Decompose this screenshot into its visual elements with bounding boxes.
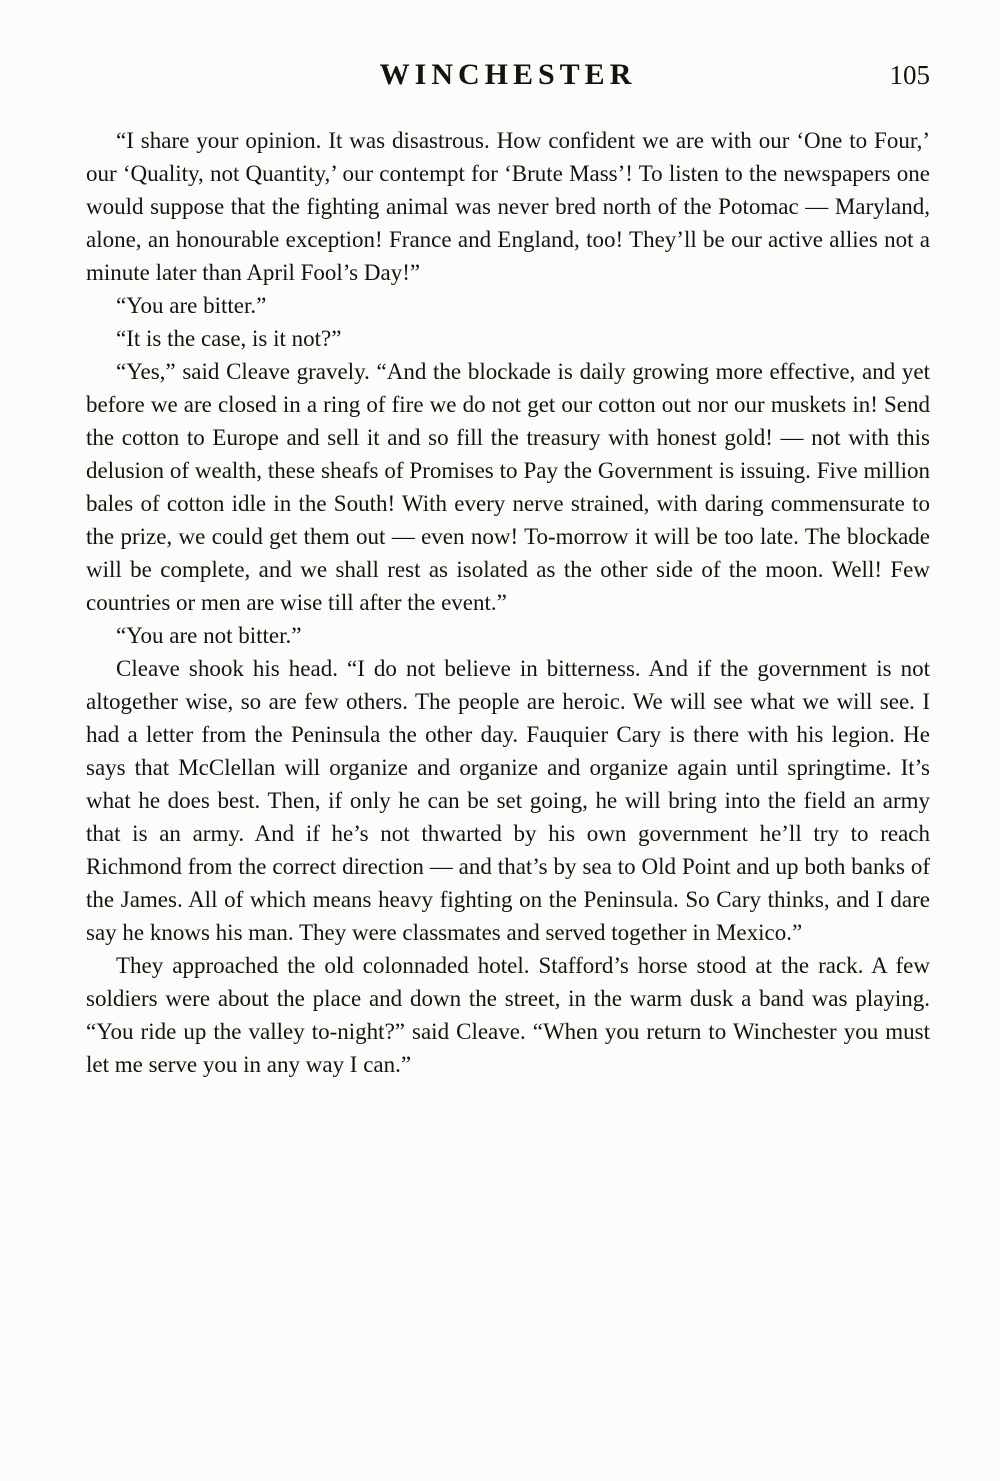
paragraph: They approached the old colonnaded hotel. Stafford’s horse stood at the rack. A few soldiers were about the place and down the street, in the warm dusk a band was playing. “You ride up the valley to-night?” said Cleave. “When you return to Winchester you must let me serve you in any way I can.” <box>86 953 930 1077</box>
running-title: WINCHESTER <box>379 58 637 91</box>
paragraph: Cleave shook his head. “I do not believe in bitterness. And if the government is not altogether wise, so are few others. The people are heroic. We will see what we will see. I had a letter from the Peninsula the other day. Fauquier Cary is there with his legion. He says that McClellan will organize and organize and organize again until springtime. It’s what he does best. Then, if only he can be set going, he will bring into the field an army that is an army. And if he’s not thwarted by his own government he’ll try to reach Richmond from the correct direction — and that’s by sea to Old Point and up both banks of the James. All of which means heavy fighting on the Peninsula. So Cary thinks, and I dare say he knows his man. They were classmates and served together in Mexico.” <box>86 656 930 945</box>
page-body <box>86 124 930 1081</box>
page-header <box>86 52 930 98</box>
paragraph: “I share your opinion. It was disastrous. How confident we are with our ‘One to Four,’ our ‘Quality, not Quantity,’ our contempt for ‘Brute Mass’! To listen to the newspapers one would suppose that the fighting animal was never bred north of the Potomac — Maryland, alone, an honourable exception! France and England, too! They’ll be our active allies not a minute later than April Fool’s Day!” <box>86 128 930 285</box>
paragraph: “Yes,” said Cleave gravely. “And the blockade is daily growing more effective, and yet before we are closed in a ring of fire we do not get our cotton out nor our muskets in! Send the cotton to Europe and sell it and so fill the treasury with honest gold! — not with this delusion of wealth, these sheafs of Promises to Pay the Government is issuing. Five million bales of cotton idle in the South! With every nerve strained, with daring commensurate to the prize, we could get them out — even now! To-morrow it will be too late. The blockade will be complete, and we shall rest as isolated as the other side of the moon. Well! Few countries or men are wise till after the event.” <box>86 359 930 615</box>
paragraph: “You are not bitter.” <box>116 623 302 648</box>
paragraph: “You are bitter.” <box>116 293 267 318</box>
paragraph: “It is the case, is it not?” <box>116 326 342 351</box>
page-number: 105 <box>889 60 930 90</box>
